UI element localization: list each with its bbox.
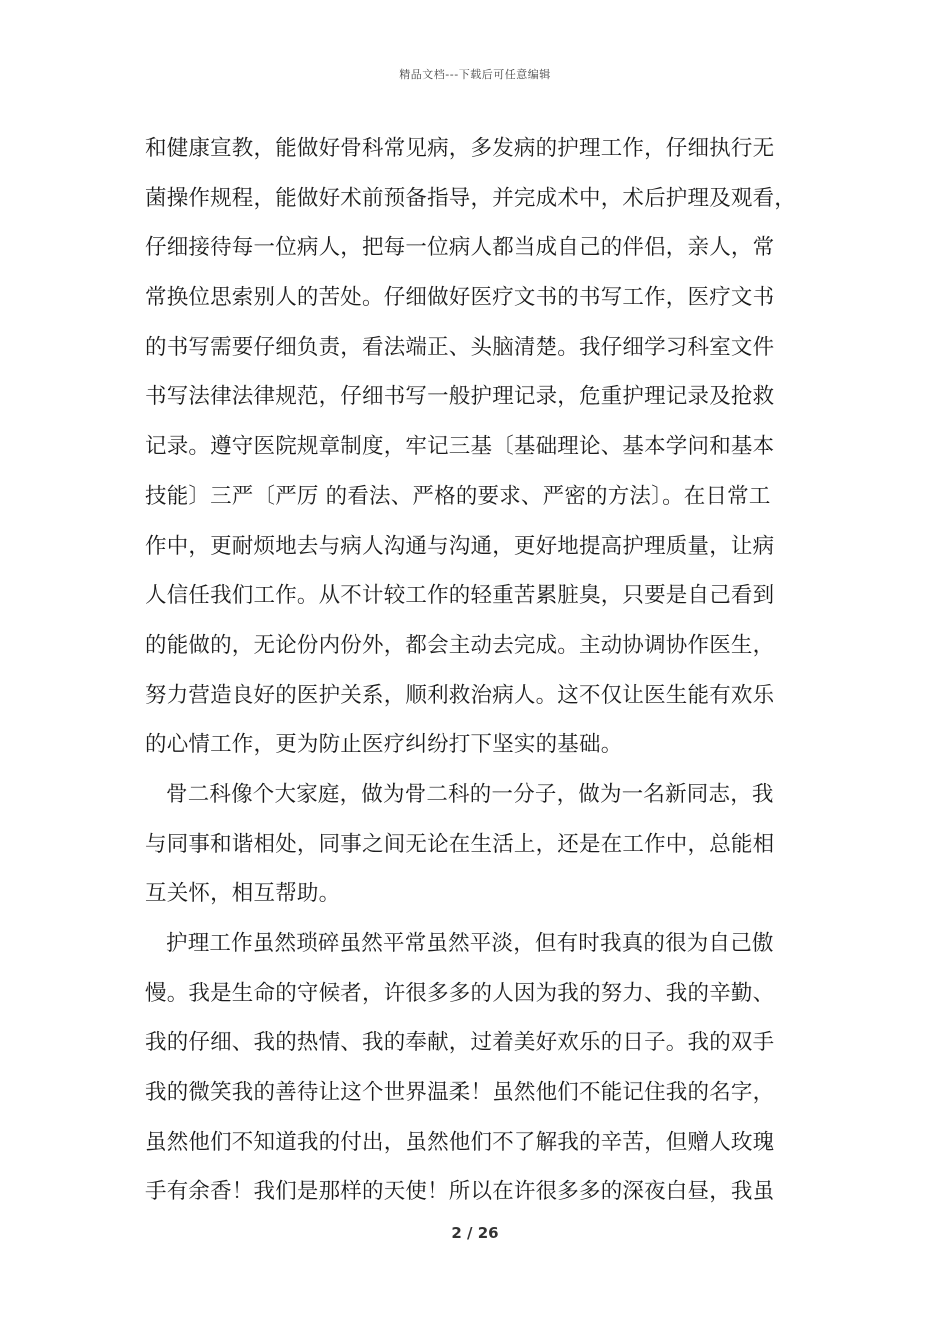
text-line: 常换位思索别人的苦处。仔细做好医疗文书的书写工作，医疗文书 bbox=[145, 285, 775, 311]
document-body bbox=[145, 124, 825, 1217]
text-line: 慢。我是生命的守候者，许很多多的人因为我的努力、我的辛勤、 bbox=[145, 980, 775, 1006]
text-line: 的心情工作，更为防止医疗纠纷打下坚实的基础。 bbox=[145, 732, 623, 758]
text-line: 菌操作规程，能做好术前预备指导，并完成术中，术后护理及观看， bbox=[145, 185, 797, 211]
text-line: 技能〕三严〔严厉 的看法、严格的要求、严密的方法〕。在日常工 bbox=[145, 483, 771, 509]
text-line: 手有余香！我们是那样的天使！所以在许很多多的深夜白昼，我虽 bbox=[145, 1179, 775, 1205]
text-line: 和健康宣教，能做好骨科常见病，多发病的护理工作，仔细执行无 bbox=[145, 136, 775, 161]
text-line: 互关怀，相互帮助。 bbox=[145, 881, 341, 907]
page-header: 精品文档---下载后可任意编辑 bbox=[399, 68, 551, 81]
paragraph-start-line: 护理工作虽然琐碎虽然平常虽然平淡，但有时我真的很为自己傲 bbox=[166, 931, 774, 956]
text-line: 的书写需要仔细负责，看法端正、头脑清楚。我仔细学习科室文件 bbox=[145, 334, 775, 360]
text-line: 虽然他们不知道我的付出，虽然他们不了解我的辛苦，但赠人玫瑰 bbox=[145, 1129, 775, 1155]
text-line: 记录。遵守医院规章制度，牢记三基〔基础理论、基本学问和基本 bbox=[145, 434, 775, 460]
text-line: 我的仔细、我的热情、我的奉献，过着美好欢乐的日子。我的双手 bbox=[145, 1030, 775, 1056]
text-line: 我的微笑我的善待让这个世界温柔！虽然他们不能记住我的名字， bbox=[145, 1080, 775, 1106]
text-line: 人信任我们工作。从不计较工作的轻重苦累脏臭，只要是自己看到 bbox=[145, 583, 775, 609]
page-number: 2 / 26 bbox=[451, 1224, 499, 1242]
text-line: 书写法律法律规范，仔细书写一般护理记录，危重护理记录及抢救 bbox=[145, 384, 775, 410]
text-line: 作中，更耐烦地去与病人沟通与沟通，更好地提高护理质量，让病 bbox=[145, 533, 775, 559]
paragraph-start-line: 骨二科像个大家庭，做为骨二科的一分子，做为一名新同志，我 bbox=[166, 781, 774, 807]
text-line: 仔细接待每一位病人，把每一位病人都当成自己的伴侣，亲人，常 bbox=[145, 235, 775, 261]
text-line: 的能做的，无论份内份外，都会主动去完成。主动协调协作医生， bbox=[145, 632, 775, 658]
text-line: 与同事和谐相处，同事之间无论在生活上，还是在工作中，总能相 bbox=[145, 831, 775, 857]
text-line: 努力营造良好的医护关系，顺利救治病人。这不仅让医生能有欢乐 bbox=[145, 682, 775, 708]
